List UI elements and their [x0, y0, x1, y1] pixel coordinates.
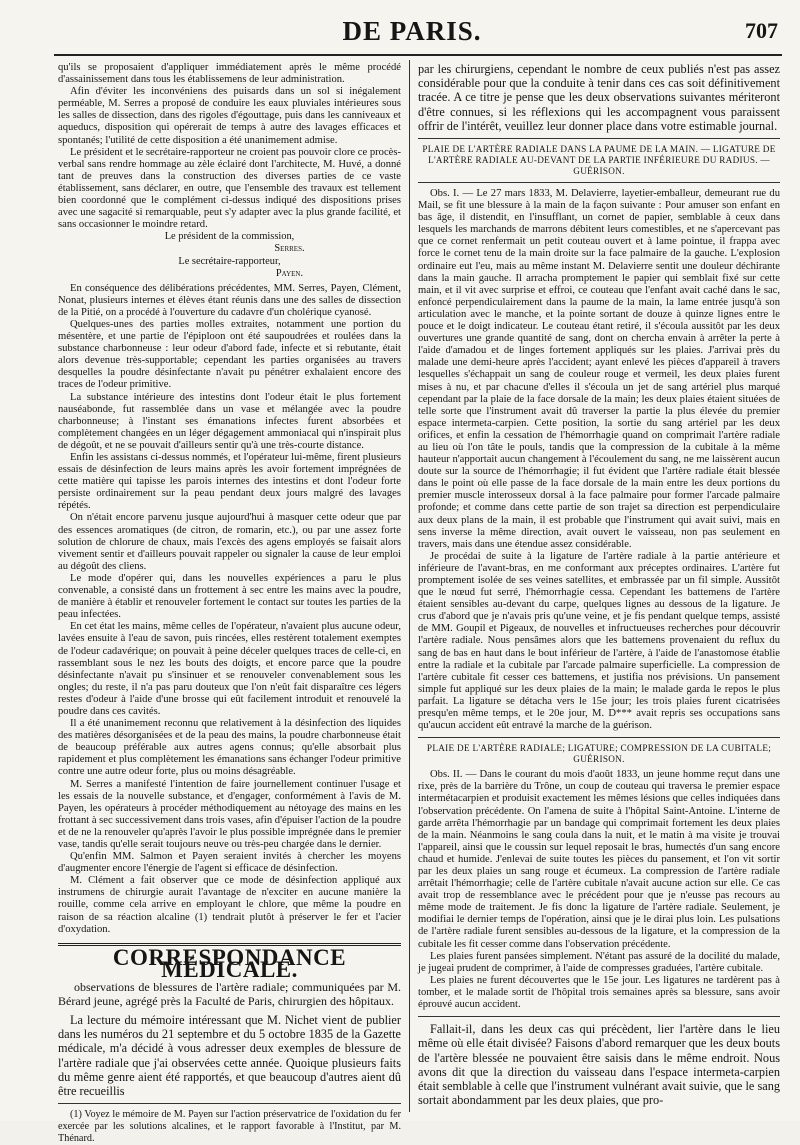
paragraph: En conséquence des délibérations précédentes, MM. Serres, Payen, Clément, Nonat, plusieurs internes et élèves étant réunis dans une des salles de dissection de la Pitié, on a procédé à l'ouverture du cadavre d'un cholérique cyanosé.	[58, 282, 401, 318]
paragraph: Je procédai de suite à la ligature de l'artère radiale à la partie antérieure et inférieure de l'avant-bras, en me conformant aux préceptes ordinaires. L'artère fut promptement isolée de ses veines satellites, et embrassée par un fil simple. Aussitôt que le nœud fut serré, l'hémorrhagie cessa. Cependant les battemens de l'artère étaient sensibles au-devant du carpe, quelques lignes au dessous de la ligature. Je crus d'abord que je n'avais pris qu'une veine, et je fis pendant quelque temps, assisté de MM. Goupil et Pigeaux, de nouvelles et infructueuses recherches pour découvrir l'artère radiale. Nous pensâmes alors que les battemens provenaient du reflux du sang de bas en haut dans le bout inférieur de l'artère, à l'aide de l'anastomose établie entre la radiale et la cubitale par l'arcade palmaire superficielle. La compression de l'artère cubitale fit cesser ces battemens, et justifia nos prévisions. Un pansement simple fut appliqué sur les deux plaies de la main; le malade garda le repos le plus parfait. La ligature se détacha vers le 15e jour; les trois plaies furent cicatrisées presqu'en même temps, et le 20e jour, M. D*** avait repris ses occupations sans qu'aucun accident eût entravé la marche de la guérison.	[418, 550, 780, 732]
paragraph: Quelques-unes des parties molles extraites, notamment une portion du mésentère, et une partie de l'épiploon ont été saupoudrées et roulées dans la substance charbonneuse : leur odeur d'abord fade, infecte et si rebutante, était alors devenue très-supportable; cependant les parties organisées au travers desquelles la poudre désinfectante n'avait pu pénétrer exhalaient encore des traces de l'odeur primitive.	[58, 318, 401, 391]
footnote-rule	[58, 1103, 401, 1104]
page-header	[44, 16, 780, 52]
paragraph: Obs. I. — Le 27 mars 1833, M. Delavierre, layetier-emballeur, demeurant rue du Mail, se fit une blessure à la main de la façon suivante : Pour amuser son enfant en bas âge, il distendit, en l'insufflant, un cornet de papier, semblable à ceux dans lesquels les marchands de marrons débitent leurs comestibles, et ne s'apercevant pas que ce cornet renfermait un petit couteau ouvert et à lame pointue, il frappa avec force le cornet tenu de la main droite sur la face palmaire de la gauche. L'explosion ordinaire eut l'eu, mais au même instant M. Delavierre sentit une douleur déchirante dans la main gauche. Il arracha promptement le papier qui semblait fixé sur cette main, et il vit avec surprise et effroi, ce couteau que l'enfant avait caché dans le sac, enfoncé perpendiculairement dans la paume de la main, la lame entrée jusqu'à son articulation avec le manche, et la pointe sortant de douze à quinze lignes entre le pouce et le doigt indicateur. Le couteau étant retiré, il s'écoula aussitôt par les deux ouvertures une grande quantité de sang, dont on chercha envain à arrêter la perte à l'aide d'amadou et de linges fortement appliqués sur les plaies. J'arrivai près du malade une demi-heure après l'accident; ayant enlevé les pièces d'appareil à travers lesquelles s'échappait un sang de couleur rouge et vermeil, les deux plaies furent mises à nu, et par chacune d'elles il s'écoula un jet de sang artériel plus marqué cependant par la plaie de la face dorsale de la main; les deux plaies étaient situées de telle sorte que l'instrument avait dû traverser la partie la plus élevée du premier espace intermeta-carpien. Cette position, la sortie du sang artériel par les deux orifices, et enfin la cessation de l'hémorrhagie quand on comprimait l'artère radiale au lieu où l'on tâte le pouls, tandis que la compression de la cubitale à la même hauteur n'apportait aucun changement à l'écoulement du sang, ne me laissèrent aucun doute sur la source de l'hémorrhagie; il fut évident que l'artère radiale était blessée dans le point où elle passe de la face dorsale de la main entre les deux portions du premier muscle interosseux dorsal à la face palmaire pour former l'arcade palmaire profonde; et comme dans cette partie de son trajet sa direction est perpendiculaire aux deux plans de la main, il est probable que l'instrument qui avait suivi, mais en sens inverse la même direction, avait ouvert le vaisseau, non pas seulement en travers, mais dans une étendue assez considérable.	[418, 188, 780, 550]
observation-title: PLAIE DE L'ARTÈRE RADIALE; LIGATURE; COMPRESSION DE LA CUBITALE; GUÉRISON.	[426, 743, 772, 765]
header-rule	[54, 54, 782, 56]
paragraph: Les plaies furent pansées simplement. N'étant pas assuré de la docilité du malade, je jugeai prudent de comprimer, à l'aide de compresses graduées, l'artère cubitale.	[418, 950, 780, 974]
signature-line: Le secrétaire-rapporteur,	[178, 255, 281, 267]
paragraph: qu'ils se proposaient d'appliquer immédiatement après le même procédé d'assainissement dans tous les établissemens de leur administration.	[58, 62, 401, 86]
observation-title: PLAIE DE L'ARTÈRE RADIALE DANS LA PAUME DE LA MAIN. — LIGATURE DE L'ARTÈRE RADIALE AU-DEVANT DE LA PARTIE INFÉRIEURE DU RADIUS. — GUÉRISON.	[422, 144, 776, 177]
paragraph: Le mode d'opérer qui, dans les nouvelles expériences a paru le plus convenable, a consisté dans un frottement à sec entre les mains avec la poudre, de manière à établir et renouveler fortement le contact sur toutes les parties de la peau infectées.	[58, 572, 401, 621]
paragraph: Enfin les assistans ci-dessus nommés, et l'opérateur lui-même, firent plusieurs essais de désinfection de leurs mains après les avoir fortement imprégnées de cette matière qui tapisse les parois internes des intestins et dont l'odeur forte persiste ordinairement sur la peau pendant deux jours malgré des lavages répétés.	[58, 452, 401, 512]
paragraph: Il a été unanimement reconnu que relativement à la désinfection des liquides des matières désorganisées et de la peau des mains, la poudre charbonneuse était de beaucoup préférable aux autres agens connus; qu'elle absorbait plus rapidement et plus complètement les émanations sans échanger l'odeur primitive contre une autre odeur forte, plus ou moins désagréable.	[58, 718, 401, 778]
paragraph: La lecture du mémoire intéressant que M. Nichet vient de publier dans les numéros du 21 septembre et du 5 octobre 1835 de la Gazette médicale, m'a décidé à vous adresser deux exemples de blessure de l'artère radiale que j'ai observées cette année. Quoique plusieurs faits du même genre aient été rapportés, et que beaucoup d'autres aient dû être recueillis	[58, 1012, 401, 1098]
right-column	[418, 62, 780, 1107]
section-rule	[418, 1016, 780, 1017]
paragraph: M. Clément a fait observer que ce mode de désinfection appliqué aux instrumens de chirurgie aurait l'avantage de n'exciter en aucune manière la rouille, comme cela arrive en employant le chlore, que même la poudre en raison de sa réaction alcaline (1) tendrait plutôt à préserver le fer et l'acier d'oxydation.	[58, 875, 401, 935]
paragraph: En cet état les mains, même celles de l'opérateur, n'avaient plus aucune odeur, lavées ensuite à l'eau de savon, puis rincées, elles restèrent totalement exemptes de l'odeur cadavérique; on pouvait à peine déceler quelques traces de celle-ci, en rassemblant sous le nez les bouts des doigts, et encore parce que la poudre désinfectante n'avait pu s'insinuer et se renouveler convenablement sous les ongles; du reste, il n'a pas paru douteux que l'on n'eût fait disparaître ces légers restes d'odeur à l'aide d'une brosse qui eût facilement introduit et renouvelé la poudre dans ces cavités.	[58, 621, 401, 717]
article-heading: observations de blessures de l'artère radiale; communiquées par M. Bérard jeune, agrégé près la Faculté de Paris, chirurgien des hôpitaux.	[58, 979, 401, 1008]
section-title: CORRESPONDANCE MÉDICALE.	[112, 944, 347, 982]
paragraph: On n'était encore parvenu jusque aujourd'hui à masquer cette odeur que par des essences aromatiques (de citron, de romarin, etc.), ou par une assez forte solution de chlorure de chaux, mais l'excès des agens employés se faisait alors vivement sentir et d'ailleurs pouvait rappeler ou signaler la cause de leur emploi au dégoût des cliens.	[58, 512, 401, 572]
column-divider	[409, 60, 410, 1112]
paragraph: Les plaies ne furent découvertes que le 15e jour. Les ligatures ne tardèrent pas à tomber, et le malade sortit de l'hôpital trois semaines après sa blessure, sans avoir éprouvé aucun accident.	[418, 974, 780, 1011]
paragraph: Le président et le secrétaire-rapporteur ne croient pas pouvoir clore ce procès-verbal sans rendre hommage au zèle éclairé dont l'architecte, M. Huvé, a donné tant de preuves dans la construction des diverses parties de ce vaste établissement, sans déclarer, en outre, que l'ensemble des travaux est tellement bien coordonné que le complément ci-dessus indiqué des dispositions prises avec une sagacité si remarquable, peut s'y adapter avec la plus grande facilité, et sans occasionner le moindre retard.	[58, 146, 401, 231]
section-rule	[418, 737, 780, 738]
paragraph: par les chirurgiens, cependant le nombre de ceux publiés n'est pas assez considérable pour que la conduite à tenir dans ces cas soit définitivement tracée. A ce titre je pense que les deux observations suivantes mériteront d'être connues, si les réflexions qui les accompagnent vous paraissent offrir de l'intérêt, veuillez leur donner place dans votre estimable journal.	[418, 62, 780, 133]
section-rule	[418, 138, 780, 139]
paragraph: Qu'enfin MM. Salmon et Payen seraient invités à chercher les moyens d'augmenter encore l'énergie de l'agent si efficace de désinfection.	[58, 851, 401, 875]
paragraph: Fallait-il, dans les deux cas qui précèdent, lier l'artère dans le lieu même où elle était divisée? Faisons d'abord remarquer que les deux bouts de l'artère blessée ne pouvaient être saisis dans le même endroit. Nous avons dit que la direction du vaisseau dans l'espace intermeta-carpien était semblable à celle que l'instrument vulnérant avait suivie, que le sang sortait abondamment par les deux plaies, que pro-	[418, 1022, 780, 1108]
page-number: 707	[745, 18, 778, 43]
left-column	[58, 62, 401, 1145]
paragraph: Afin d'éviter les inconvéniens des puisards dans un sol si inégalement perméable, M. Serres a proposé de conduire les eaux pluviales intérieures sous les salles de dissection, dans des rigoles d'égouttage, puis dans les canniveaux et aqueducs, disposition qui opérerait de temps à autre des lavages efficaces et spontanés; l'utilité de cette disposition a été unanimement admise.	[58, 86, 401, 146]
section-rule	[418, 182, 780, 183]
paragraph: Obs. II. — Dans le courant du mois d'août 1833, un jeune homme reçut dans une rixe, près de la barrière du Trône, un coup de couteau qui traversa le premier espace intermétacarpien et produisit exactement les mêmes lésions que celles indiquées dans l'observation précédente. On l'amena de suite à l'hôpital Saint-Antoine. L'interne de garde arrêta l'hémorrhagie par un bandage qui comprimait fortement les deux plaies de la main. Néanmoins le sang coula dans la nuit, et le matin à ma visite je trouvai l'appareil, ainsi que le coussin sur lequel reposait le bras, humectés d'un sang encore chaud et humide. J'enlevai de suite toutes les pièces du pansement, et l'on vit sortir par les deux plaies un sang rouge et écumeux. La compression de l'artère radiale arrêtait l'hémorrhagie; celle de l'artère cubitale n'avait aucune action sur elle. Ce cas avait trop de ressemblance avec le précédent pour que je n'eusse pas recours au même mode de traitement. Je fis donc la ligature de l'artère radiale. Seulement, je modifiai le dernier temps de l'opération, ainsi que je le dirai plus loin. Les pulsations de l'artère radiale furent sensibles au-dessous de la ligature, et la compression de la cubitale les fit cesser comme dans l'observation précédente.	[418, 769, 780, 950]
paragraph: La substance intérieure des intestins dont l'odeur était le plus fortement nauséabonde, fut rassemblée dans un vase et mélangée avec la poudre charbonneuse; à l'instant ses émanations infectes furent absorbées et complètement changées en un léger dégagement ammoniacal qui n'inspirait plus de dégoût, et ne se pouvait d'ailleurs sentir qu'à une très-courte distance.	[58, 391, 401, 451]
signature-name: Payen.	[275, 267, 304, 279]
footnote: (1) Voyez le mémoire de M. Payen sur l'action préservatrice de l'oxidation du fer exercée par les solutions alcalines, et le rapport favorable à l'Institut, par M. Thénard.	[58, 1109, 401, 1144]
signature-line: Le président de la commission,	[164, 231, 295, 243]
page-title: DE PARIS.	[342, 16, 482, 46]
paragraph: M. Serres a manifesté l'intention de faire journellement continuer l'usage et les essais de la nouvelle substance, et d'engager, conformément à l'avis de M. Payen, les opérateurs à procéder méthodiquement au nétoyage des mains en les frottant à sec successivement dans trois vases, afin d'épuiser l'action de la poudre et de ne la renouveler qu'après l'avoir le plus possible imprégnée dans le premier vase, tandis qu'elle serait toujours neuve ou très-peu chargée dans le dernier.	[58, 778, 401, 850]
signature-name: Serres.	[274, 243, 305, 255]
